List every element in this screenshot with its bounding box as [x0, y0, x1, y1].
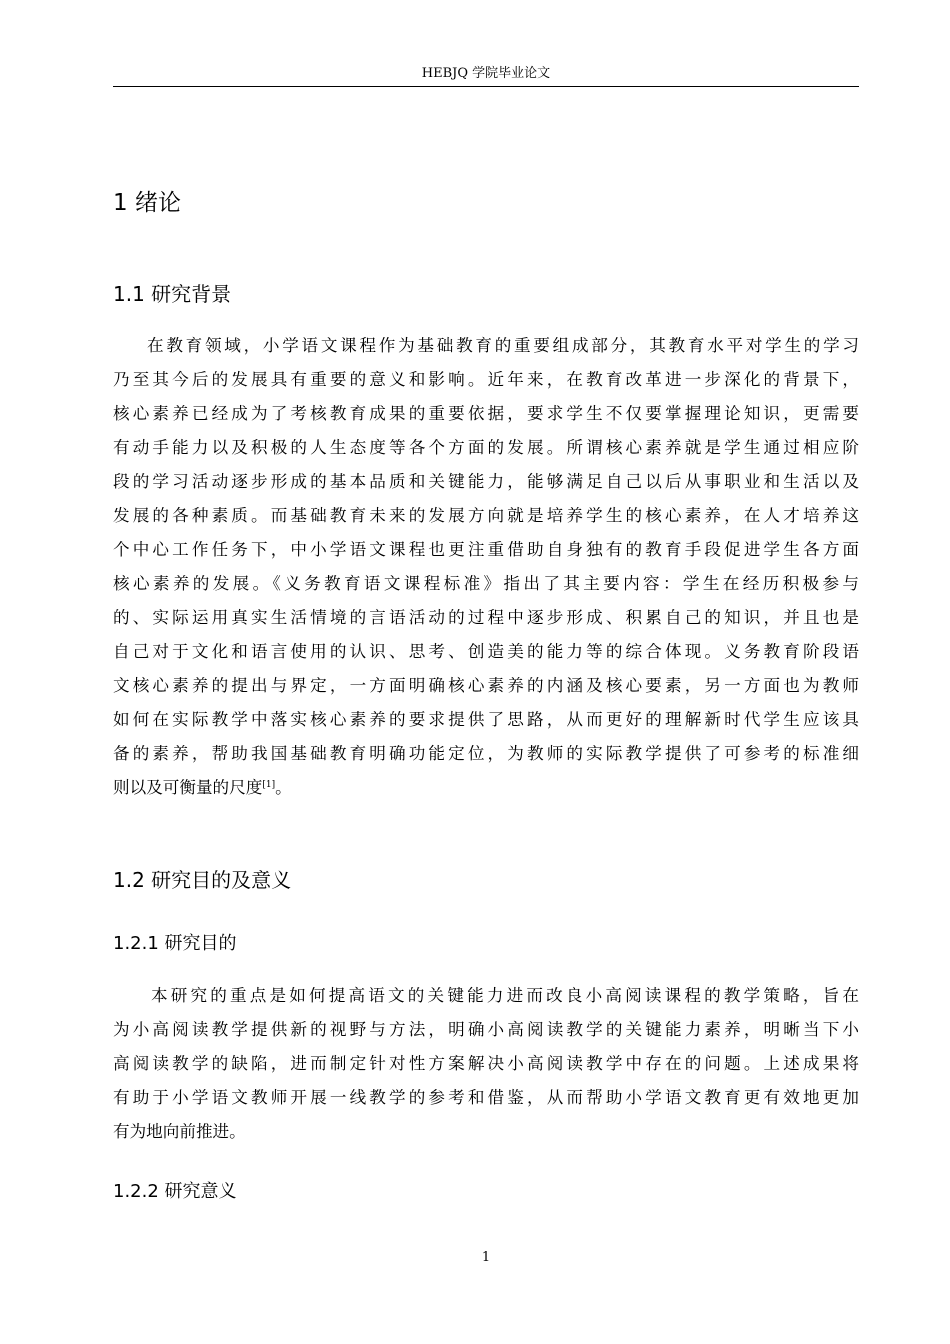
paragraph-line: 有助于小学语文教师开展一线教学的参考和借鉴，从而帮助小学语文教育更有效地更加 — [113, 1088, 859, 1107]
paragraph-line-last — [113, 771, 859, 805]
paragraph-line: 高阅读教学的缺陷，进而制定针对性方案解决小高阅读教学中存在的问题。上述成果将 — [113, 1054, 859, 1073]
paragraph-research-purpose — [113, 979, 859, 1149]
paragraph-line: 有动手能力以及积极的人生态度等各个方面的发展。所谓核心素养就是学生通过相应阶 — [113, 438, 859, 457]
section-title-1-1: 1.1 研究背景 — [113, 282, 232, 306]
section-title-1-2: 1.2 研究目的及意义 — [113, 868, 292, 892]
paragraph-line: 如何在实际教学中落实核心素养的要求提供了思路，从而更好的理解新时代学生应该具 — [113, 710, 859, 729]
chapter-title: 1 绪论 — [113, 190, 181, 216]
paragraph-text: 。 — [275, 778, 292, 797]
paragraph-research-background — [113, 329, 859, 805]
paragraph-line: 个中心工作任务下，中小学语文课程也更注重借助自身独有的教育手段促进学生各方面 — [113, 540, 859, 559]
header-divider — [113, 86, 859, 87]
paragraph-line: 乃至其今后的发展具有重要的意义和影响。近年来，在教育改革进一步深化的背景下， — [113, 370, 859, 389]
paragraph-line: 发展的各种素质。而基础教育未来的发展方向就是培养学生的核心素养，在人才培养这 — [113, 506, 859, 525]
paragraph-line: 的、实际运用真实生活情境的言语活动的过程中逐步形成、积累自己的知识，并且也是 — [113, 608, 859, 627]
page-number: 1 — [481, 1250, 491, 1265]
paragraph-line: 备的素养，帮助我国基础教育明确功能定位，为教师的实际教学提供了可参考的标准细 — [113, 744, 859, 763]
paragraph-line: 为小高阅读教学提供新的视野与方法，明确小高阅读教学的关键能力素养，明晰当下小 — [113, 1020, 859, 1039]
paragraph-line: 本研究的重点是如何提高语文的关键能力进而改良小高阅读课程的教学策略，旨在 — [151, 986, 859, 1005]
paragraph-text: 则以及可衡量的尺度 — [113, 778, 263, 797]
paragraph-line: 自己对于文化和语言使用的认识、思考、创造美的能力等的综合体现。义务教育阶段语 — [113, 642, 859, 661]
paragraph-line: 段的学习活动逐步形成的基本品质和关键能力，能够满足自己以后从事职业和生活以及 — [113, 472, 859, 491]
paragraph-line-last: 有为地向前推进。 — [113, 1122, 246, 1141]
paragraph-line: 核心素养的发展。《义务教育语文课程标准》指出了其主要内容：学生在经历积极参与 — [113, 574, 859, 593]
paragraph-line: 文核心素养的提出与界定，一方面明确核心素养的内涵及核心要素，另一方面也为教师 — [113, 676, 859, 695]
paragraph-line: 在教育领域，小学语文课程作为基础教育的重要组成部分，其教育水平对学生的学习 — [147, 336, 859, 355]
paragraph-line: 核心素养已经成为了考核教育成果的重要依据，要求学生不仅要掌握理论知识，更需要 — [113, 404, 859, 423]
running-header: HEBJQ 学院毕业论文 — [421, 66, 551, 81]
section-title-1-2-2: 1.2.2 研究意义 — [113, 1181, 237, 1202]
section-title-1-2-1: 1.2.1 研究目的 — [113, 933, 237, 954]
citation-marker[interactable]: [1] — [262, 780, 276, 790]
